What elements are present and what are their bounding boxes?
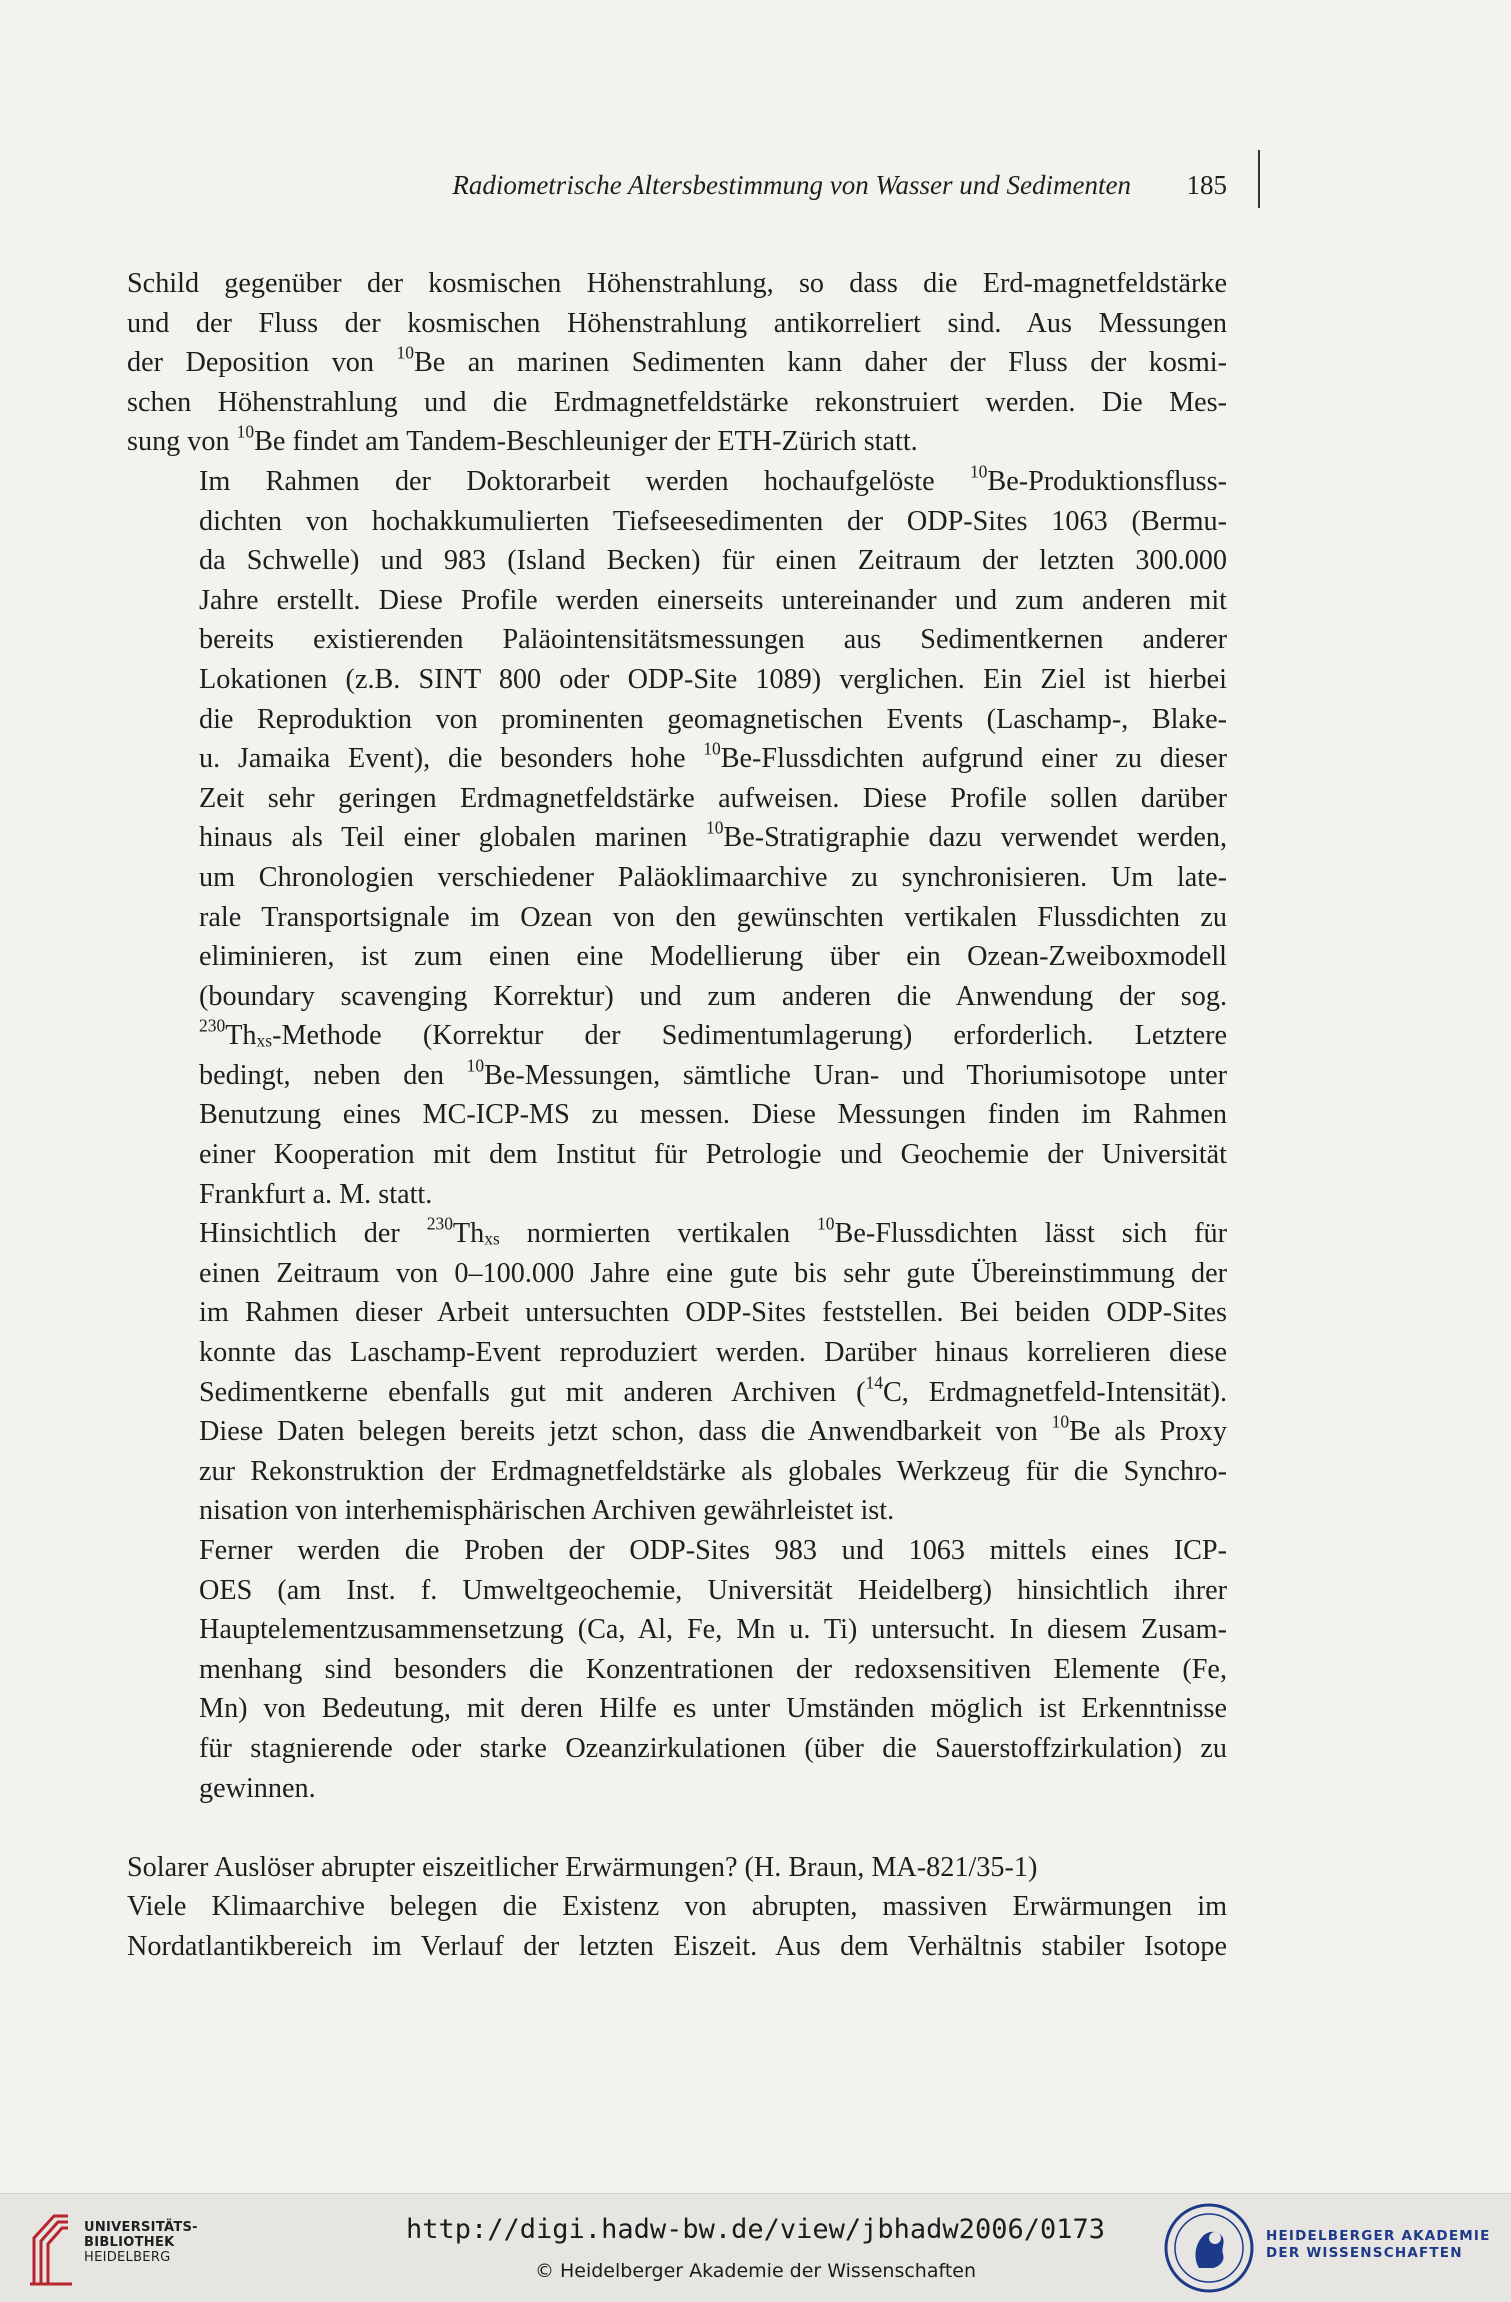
running-title: Radiometrische Altersbestimmung von Wasser und Sedimenten	[452, 170, 1131, 200]
text-line: Im Rahmen der Doktorarbeit werden hochaufgelöste $^{10}$Be-Produktionsfluss-	[199, 461, 1227, 497]
text-line: rale Transportsignale im Ozean von den gewünschten vertikalen Flussdichten zu	[199, 901, 1227, 933]
excess-subscript: xs	[484, 1228, 500, 1249]
text-line: Frankfurt a. M. statt.	[199, 1178, 433, 1210]
paragraph-5	[127, 1887, 1227, 1966]
text-line: Viele Klimaarchive belegen die Existenz von abrupten, massiven Erwärmungen im	[127, 1891, 1227, 1923]
header-divider	[1258, 150, 1260, 208]
isotope-mass: 230	[426, 1213, 453, 1234]
copyright-notice: © Heidelberger Akademie der Wissenschaften	[534, 2260, 977, 2282]
text-line: schen Höhenstrahlung und die Erdmagnetfeldstärke rekonstruiert werden. Die Mes-	[127, 386, 1227, 418]
text-line: konnte das Laschamp-Event reproduziert werden. Darüber hinaus korrelieren diese	[199, 1337, 1227, 1369]
text-line: einen Zeitraum von 0–100.000 Jahre eine gute bis sehr gute Übereinstimmung der	[199, 1257, 1227, 1289]
isotope-mass: 10	[466, 1055, 485, 1076]
text-line: einer Kooperation mit dem Institut für Petrologie und Geochemie der Universität	[199, 1139, 1227, 1171]
text-line: Diese Daten belegen bereits jetzt schon, dass die Anwendbarkeit von $^{10}$Be als Proxy	[199, 1411, 1227, 1448]
isotope-mass: 230	[199, 1015, 226, 1036]
isotope-mass: 10	[236, 421, 255, 442]
text-line: Nordatlantikbereich im Verlauf der letzten Eiszeit. Aus dem Verhältnis stabiler Isotope	[127, 1930, 1227, 1962]
text-line: die Reproduktion von prominenten geomagnetischen Events (Laschamp-, Blake-	[199, 703, 1227, 735]
text-line: bedingt, neben den $^{10}$Be-Messungen, sämtliche Uran- und Thoriumisotope unter	[199, 1055, 1227, 1091]
text-line: sung von $^{10}$Be findet am Tandem-Beschleuniger der ETH-Zürich statt.	[127, 421, 918, 458]
text-line: Ferner werden die Proben der ODP-Sites 983 und 1063 mittels eines ICP-	[199, 1535, 1227, 1566]
text-line: Hinsichtlich der $^{230}Th_{xs}$ normierten vertikalen $^{10}$Be-Flussdichten lässt sich für	[199, 1213, 1228, 1250]
academy-seal-icon	[1163, 2202, 1255, 2294]
text-line: um Chronologien verschiedener Paläoklimaarchive zu synchronisieren. Um late-	[199, 861, 1227, 893]
excess-subscript: xs	[256, 1030, 273, 1051]
text-line: eliminieren, ist zum einen eine Modellierung über ein Ozean-Zweiboxmodell	[199, 941, 1227, 973]
isotope-mass: 10	[817, 1213, 835, 1234]
paragraph-1	[127, 264, 1227, 462]
text-line: hinaus als Teil einer globalen marinen $^{10}$Be-Stratigraphie dazu verwendet werden,	[199, 817, 1227, 854]
text-line: Benutzung eines MC-ICP-MS zu messen. Diese Messungen finden im Rahmen	[199, 1099, 1227, 1131]
text-line: Schild gegenüber der kosmischen Höhenstrahlung, so dass die Erd-magnetfeldstärke	[127, 268, 1227, 299]
text-line: OES (am Inst. f. Umweltgeochemie, Universität Heidelberg) hinsichtlich ihrer	[199, 1574, 1227, 1606]
isotope-mass: 10	[703, 738, 721, 759]
text-line: (boundary scavenging Korrektur) und zum anderen die Anwendung der sog.	[199, 980, 1227, 1012]
digitization-footer	[0, 2193, 1511, 2302]
isotope-mass: 10	[969, 461, 988, 482]
isotope-mass: 10	[396, 342, 414, 363]
library-name: UNIVERSITÄTS- BIBLIOTHEK HEIDELBERG	[84, 2220, 198, 2265]
isotope-mass: 10	[705, 817, 724, 838]
text-line: nisation von interhemisphärischen Archiven gewährleistet ist.	[199, 1495, 895, 1527]
text-line: Zeit sehr geringen Erdmagnetfeldstärke aufweisen. Diese Profile sollen darüber	[199, 782, 1227, 814]
text-line: Mn) von Bedeutung, mit deren Hilfe es unter Umständen möglich ist Erkenntnisse	[199, 1693, 1227, 1725]
text-line: für stagnierende oder starke Ozeanzirkulationen (über die Sauerstoffzirkulation) zu	[199, 1732, 1227, 1764]
permalink-url[interactable]: http://digi.hadw-bw.de/view/jbhadw2006/0173	[406, 2214, 1105, 2245]
text-line: dichten von hochakkumulierten Tiefseesedimenten der ODP-Sites 1063 (Bermu-	[199, 505, 1227, 537]
isotope-mass: 10	[1051, 1411, 1070, 1432]
page-number: 185	[1186, 170, 1227, 200]
text-line: der Deposition von $^{10}$Be an marinen Sedimenten kann daher der Fluss der kosmi-	[127, 342, 1228, 379]
body-text	[127, 264, 1227, 1967]
paragraph-4	[127, 1531, 1227, 1808]
text-line: bereits existierenden Paläointensitätsmessungen aus Sedimentkernen anderer	[199, 624, 1227, 656]
text-line: Solarer Auslöser abrupter eiszeitlicher Erwärmungen? (H. Braun, MA-821/35-1)	[127, 1851, 1038, 1883]
text-line: Lokationen (z.B. SINT 800 oder ODP-Site 1089) verglichen. Ein Ziel ist hierbei	[199, 663, 1227, 695]
text-line: und der Fluss der kosmischen Höhenstrahlung antikorreliert sind. Aus Messungen	[127, 307, 1227, 339]
text-line: da Schwelle) und 983 (Island Becken) für einen Zeitraum der letzten 300.000	[199, 545, 1227, 577]
text-line: $^{230}Th_{xs}$-Methode (Korrektur der Sedimentumlagerung) erforderlich. Letztere	[199, 1015, 1227, 1052]
text-line: zur Rekonstruktion der Erdmagnetfeldstärke als globales Werkzeug für die Synchro-	[199, 1455, 1227, 1487]
text-line: Sedimentkerne ebenfalls gut mit anderen Archiven ($^{14}$C, Erdmagnetfeld-Intensität).	[199, 1372, 1228, 1408]
paragraph-3	[127, 1214, 1227, 1531]
text-line: Jahre erstellt. Diese Profile werden einerseits untereinander und zum anderen mit	[199, 584, 1227, 616]
text-line: menhang sind besonders die Konzentrationen der redoxsensitiven Elemente (Fe,	[199, 1653, 1227, 1685]
text-line: im Rahmen dieser Arbeit untersuchten ODP-Sites feststellen. Bei beiden ODP-Sites	[199, 1297, 1227, 1329]
text-line: Hauptelementzusammensetzung (Ca, Al, Fe, Mn u. Ti) untersucht. In diesem Zusam-	[199, 1614, 1227, 1646]
academy-name: HEIDELBERGER AKADEMIE DER WISSENSCHAFTEN	[1266, 2228, 1491, 2261]
paragraph-2	[127, 462, 1227, 1214]
text-line: u. Jamaika Event), die besonders hohe $^{10}$Be-Flussdichten aufgrund einer zu dieser	[199, 738, 1227, 775]
section-heading	[127, 1848, 1227, 1888]
text-line: gewinnen.	[199, 1772, 316, 1804]
isotope-mass: 14	[865, 1372, 883, 1393]
